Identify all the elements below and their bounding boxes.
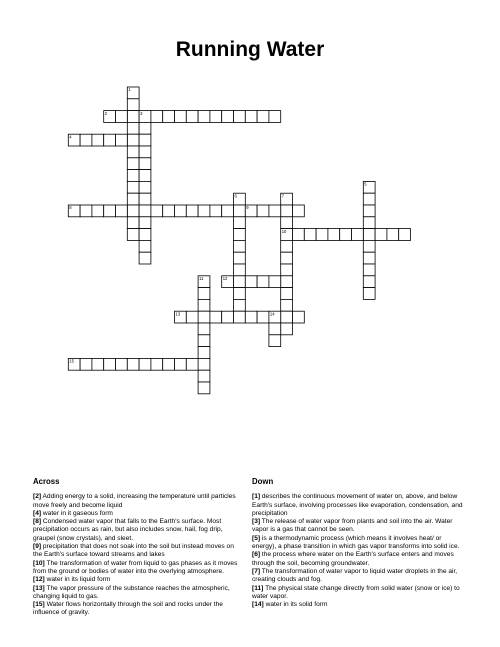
grid-cell[interactable] xyxy=(363,217,375,229)
grid-cell[interactable] xyxy=(399,229,411,241)
grid-cell[interactable] xyxy=(281,205,293,217)
grid-cell[interactable] xyxy=(293,205,305,217)
grid-cell[interactable] xyxy=(210,111,222,123)
clue-text: The vapor pressure of the substance reaches the atmospheric, changing liquid to gas. xyxy=(33,584,230,600)
grid-cell[interactable] xyxy=(116,111,128,123)
grid-cell[interactable] xyxy=(234,111,246,123)
grid-cell[interactable] xyxy=(304,229,316,241)
grid-cell[interactable] xyxy=(127,122,139,134)
grid-cell[interactable] xyxy=(281,252,293,264)
grid-cell[interactable] xyxy=(234,229,246,241)
down-clue-list xyxy=(252,493,467,609)
grid-cell[interactable] xyxy=(269,276,281,288)
grid-cell[interactable] xyxy=(234,299,246,311)
grid-cell[interactable] xyxy=(198,299,210,311)
grid-cell[interactable] xyxy=(363,205,375,217)
grid-cell[interactable] xyxy=(92,134,104,146)
clue-text: water in it gaseous form xyxy=(41,509,113,517)
grid-cell[interactable] xyxy=(127,193,139,205)
grid-cell[interactable] xyxy=(281,299,293,311)
across-heading: Across xyxy=(33,477,60,486)
grid-cell[interactable] xyxy=(104,205,116,217)
down-clue xyxy=(252,535,467,552)
grid-cell[interactable] xyxy=(104,134,116,146)
grid-cell[interactable] xyxy=(116,134,128,146)
clue-text: describes the continuous movement of water on, above, and below Earth's surface, involving processes like evaporation, condensation, and precipitation xyxy=(252,493,463,517)
grid-cell[interactable] xyxy=(234,205,246,217)
down-clue xyxy=(252,493,467,518)
across-clue xyxy=(33,585,239,602)
grid-cell[interactable] xyxy=(198,358,210,370)
grid-cell[interactable] xyxy=(269,205,281,217)
clue-text: The transformation of water vapor to liquid water droplets in the air, creating clouds and fog. xyxy=(252,567,458,584)
grid-cell[interactable] xyxy=(80,205,92,217)
grid-cell[interactable] xyxy=(198,382,210,394)
clue-text: The transformation of water from liquid to gas phases as it moves from the ground or bodies of water into the overlying atmosphere. xyxy=(33,559,238,575)
grid-cell[interactable] xyxy=(281,264,293,276)
grid-clue-number: 3 xyxy=(140,110,143,116)
clue-number: [4] xyxy=(33,509,42,517)
grid-cell[interactable] xyxy=(92,358,104,370)
grid-cell[interactable] xyxy=(198,370,210,382)
down-clue xyxy=(252,585,467,602)
grid-cell[interactable] xyxy=(222,111,234,123)
grid-cell[interactable] xyxy=(127,217,139,229)
across-clue xyxy=(33,493,239,510)
grid-cell[interactable] xyxy=(316,229,328,241)
down-clue xyxy=(252,518,467,535)
clue-text: The physical state change directly from solid water (snow or ice) to water vapor. xyxy=(252,584,460,600)
grid-cell[interactable] xyxy=(186,358,198,370)
grid-cell[interactable] xyxy=(198,205,210,217)
grid-cell[interactable] xyxy=(293,311,305,323)
grid-cell[interactable] xyxy=(92,205,104,217)
grid-cell[interactable] xyxy=(293,229,305,241)
grid-clue-number: 7 xyxy=(281,193,285,199)
grid-cell[interactable] xyxy=(234,311,246,323)
grid-cell[interactable] xyxy=(328,229,340,241)
across-clue xyxy=(33,543,239,560)
grid-cell[interactable] xyxy=(186,311,198,323)
grid-cell[interactable] xyxy=(363,276,375,288)
grid-cell[interactable] xyxy=(175,111,187,123)
grid-cell[interactable] xyxy=(257,111,269,123)
grid-cell[interactable] xyxy=(198,335,210,347)
clue-number: [10] xyxy=(33,559,45,567)
grid-clue-number: 2 xyxy=(104,110,108,116)
grid-cell[interactable] xyxy=(198,347,210,359)
grid-cell[interactable] xyxy=(198,311,210,323)
grid-clue-number: 6 xyxy=(234,193,237,199)
grid-cell[interactable] xyxy=(139,170,151,182)
grid-cell[interactable] xyxy=(281,288,293,300)
grid-cell[interactable] xyxy=(186,111,198,123)
grid-cell[interactable] xyxy=(198,288,210,300)
grid-cell[interactable] xyxy=(127,170,139,182)
across-clue-list xyxy=(33,493,239,617)
grid-cell[interactable] xyxy=(363,240,375,252)
grid-cell[interactable] xyxy=(127,111,139,123)
grid-cell[interactable] xyxy=(151,358,163,370)
grid-cell[interactable] xyxy=(139,193,151,205)
clue-number: [3] xyxy=(252,518,261,526)
grid-cell[interactable] xyxy=(210,205,222,217)
clue-text: is a thermodynamic process (which means it involves heat/ or energy), a phase transition in which gas vapor transforms into solid ice. xyxy=(252,534,460,551)
clue-number: [14] xyxy=(252,601,264,609)
clue-number: [7] xyxy=(252,567,261,575)
page-title: Running Water xyxy=(175,38,325,61)
grid-cell[interactable] xyxy=(363,193,375,205)
down-clue xyxy=(252,551,467,568)
down-clue xyxy=(252,601,467,609)
grid-cell[interactable] xyxy=(139,181,151,193)
grid-cell[interactable] xyxy=(139,358,151,370)
grid-cell[interactable] xyxy=(80,358,92,370)
grid-cell[interactable] xyxy=(234,217,246,229)
grid-cell[interactable] xyxy=(198,111,210,123)
grid-cell[interactable] xyxy=(257,205,269,217)
grid-clue-number: 10 xyxy=(281,228,287,234)
grid-cell[interactable] xyxy=(139,122,151,134)
grid-cell[interactable] xyxy=(281,217,293,229)
grid-cell[interactable] xyxy=(234,264,246,276)
clue-number: [9] xyxy=(33,543,42,551)
clue-number: [12] xyxy=(33,576,45,584)
clue-number: [11] xyxy=(252,584,264,592)
grid-cell[interactable] xyxy=(210,311,222,323)
grid-clue-number: 12 xyxy=(222,276,228,281)
grid-cell[interactable] xyxy=(139,158,151,170)
clue-text: precipitation that does not soak into the soil but instead moves on the Earth's surface toward streams and lakes xyxy=(33,543,234,559)
grid-cell[interactable] xyxy=(352,229,364,241)
grid-cell[interactable] xyxy=(163,205,175,217)
clue-number: [5] xyxy=(252,534,261,542)
grid-cell[interactable] xyxy=(186,205,198,217)
down-heading: Down xyxy=(252,477,274,486)
grid-cell[interactable] xyxy=(363,252,375,264)
grid-cell[interactable] xyxy=(175,205,187,217)
grid-cell[interactable] xyxy=(245,111,257,123)
grid-cell[interactable] xyxy=(163,358,175,370)
clue-number: [13] xyxy=(33,584,45,592)
down-clue xyxy=(252,568,467,585)
grid-cell[interactable] xyxy=(139,240,151,252)
grid-cell[interactable] xyxy=(257,311,269,323)
grid-cell[interactable] xyxy=(127,358,139,370)
grid-cell[interactable] xyxy=(269,335,281,347)
across-clue xyxy=(33,601,239,618)
clue-text: the process where water on the Earth's surface enters and moves through the soil, becoming groundwater. xyxy=(252,551,454,567)
grid-cell[interactable] xyxy=(269,111,281,123)
grid-cell[interactable] xyxy=(151,205,163,217)
grid-cell[interactable] xyxy=(104,358,116,370)
clue-number: [1] xyxy=(252,493,261,501)
grid-cell[interactable] xyxy=(245,311,257,323)
grid-clue-number: 13 xyxy=(175,311,181,317)
grid-cell[interactable] xyxy=(139,229,151,241)
grid-cell[interactable] xyxy=(257,276,269,288)
grid-cell[interactable] xyxy=(234,252,246,264)
grid-clue-number: 9 xyxy=(246,205,249,211)
grid-cell[interactable] xyxy=(222,311,234,323)
clue-number: [8] xyxy=(33,518,42,526)
grid-cell[interactable] xyxy=(375,229,387,241)
grid-cell[interactable] xyxy=(139,205,151,217)
grid-cell[interactable] xyxy=(127,181,139,193)
grid-cell[interactable] xyxy=(234,276,246,288)
grid-cell[interactable] xyxy=(139,146,151,158)
grid-cell[interactable] xyxy=(175,358,187,370)
grid-cell[interactable] xyxy=(363,264,375,276)
across-clues xyxy=(33,478,239,618)
clue-number: [2] xyxy=(33,493,42,501)
grid-cell[interactable] xyxy=(269,323,281,335)
across-clue xyxy=(33,560,239,577)
grid-cell[interactable] xyxy=(340,229,352,241)
grid-cell[interactable] xyxy=(127,134,139,146)
grid-clue-number: 4 xyxy=(69,134,72,140)
grid-cell[interactable] xyxy=(281,323,293,335)
across-clue xyxy=(33,576,239,584)
grid-clue-number: 8 xyxy=(69,205,72,211)
across-clue xyxy=(33,518,239,543)
grid-cell[interactable] xyxy=(127,158,139,170)
clue-text: Condensed water vapor that falls to the Earth's surface. Most precipitation occurs as rain, but also includes snow, hail, fog drip, graupel (snow crystals), and sleet. xyxy=(33,518,223,542)
grid-cell[interactable] xyxy=(127,99,139,111)
clue-text: Adding energy to a solid, increasing the temperature until particles move freely and become liquid xyxy=(33,493,236,509)
grid-cell[interactable] xyxy=(151,111,163,123)
clue-text: water in its liquid form xyxy=(44,576,111,584)
clue-number: [6] xyxy=(252,551,261,559)
grid-clue-number: 5 xyxy=(364,181,367,187)
grid-cell[interactable] xyxy=(222,205,234,217)
grid-cell[interactable] xyxy=(127,229,139,241)
grid-cell[interactable] xyxy=(234,288,246,300)
grid-cell[interactable] xyxy=(116,205,128,217)
clue-number: [15] xyxy=(33,601,45,609)
grid-cell[interactable] xyxy=(139,217,151,229)
grid-cell[interactable] xyxy=(80,134,92,146)
grid-cell[interactable] xyxy=(234,240,246,252)
grid-cell[interactable] xyxy=(281,311,293,323)
grid-clue-number: 1 xyxy=(128,87,131,93)
grid-cell[interactable] xyxy=(281,240,293,252)
grid-cell[interactable] xyxy=(163,111,175,123)
across-clue xyxy=(33,510,239,518)
grid-cell[interactable] xyxy=(245,276,257,288)
grid-clue-number: 14 xyxy=(269,311,275,317)
grid-cell[interactable] xyxy=(363,229,375,241)
grid-cell[interactable] xyxy=(127,146,139,158)
down-clues xyxy=(252,478,467,609)
grid-clue-number: 15 xyxy=(69,358,74,364)
grid-cell[interactable] xyxy=(127,205,139,217)
grid-cell[interactable] xyxy=(139,134,151,146)
grid-cell[interactable] xyxy=(281,276,293,288)
clue-text: Water flows horizontally through the soil and rocks under the influence of gravity. xyxy=(33,601,223,617)
grid-cell[interactable] xyxy=(116,358,128,370)
grid-cell[interactable] xyxy=(198,323,210,335)
clue-text: water in its solid form xyxy=(263,601,328,609)
grid-cell[interactable] xyxy=(387,229,399,241)
clue-text: The release of water vapor from plants and soil into the air. Water vapor is a gas that cannot be seen. xyxy=(252,518,453,534)
grid-cell[interactable] xyxy=(363,288,375,300)
grid-clue-number: 11 xyxy=(199,276,204,281)
grid-cell[interactable] xyxy=(139,252,151,264)
